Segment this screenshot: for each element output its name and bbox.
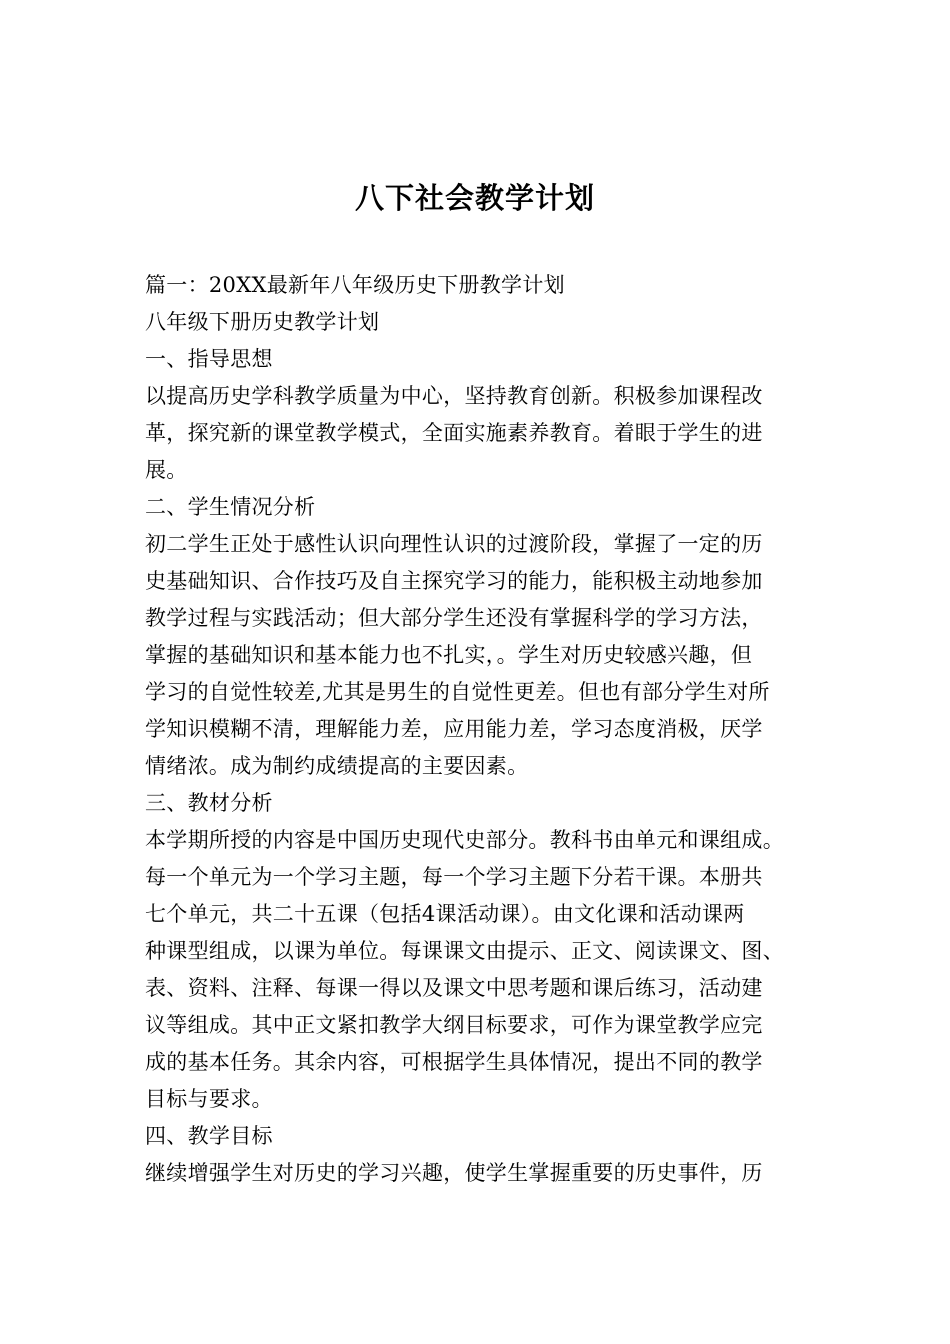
document-title: 八下社会教学计划 — [354, 181, 595, 215]
text-line: 每一个单元为一个学习主题，每一个学习主题下分若干课。本册共 — [145, 865, 763, 889]
text-line: 议等组成。其中正文紧扣教学大纲目标要求，可作为课堂教学应完 — [145, 1013, 763, 1037]
text-line: 本学期所授的内容是中国历史现代史部分。教科书由单元和课组成。 — [145, 828, 784, 852]
text-line: 展。 — [145, 458, 188, 482]
section-heading: 三、教材分析 — [145, 791, 273, 815]
text-line: 情绪浓。成为制约成绩提高的主要因素。 — [145, 754, 529, 778]
text-line: 篇一：20XX最新年八年级历史下册教学计划 — [145, 273, 565, 297]
text-line: 掌握的基础知识和基本能力也不扎实，。学生对历史较感兴趣，但 — [145, 643, 753, 667]
text-line: 初二学生正处于感性认识向理性认识的过渡阶段，掌握了一定的历 — [145, 532, 763, 556]
text-line: 教学过程与实践活动；但大部分学生还没有掌握科学的学习方法， — [145, 606, 763, 630]
section-heading: 二、学生情况分析 — [145, 495, 316, 519]
text-line: 革，探究新的课堂教学模式，全面实施素养教育。着眼于学生的进 — [145, 421, 763, 445]
text-line: 继续增强学生对历史的学习兴趣，使学生掌握重要的历史事件，历 — [145, 1161, 763, 1185]
section-heading: 一、指导思想 — [145, 347, 273, 371]
text-line: 成的基本任务。其余内容，可根据学生具体情况，提出不同的教学 — [145, 1050, 763, 1074]
text-line: 种课型组成，以课为单位。每课课文由提示、正文、阅读课文、图、 — [145, 939, 784, 963]
text-line: 目标与要求。 — [145, 1087, 273, 1111]
section-heading: 四、教学目标 — [145, 1124, 273, 1148]
text-line: 七个单元，共二十五课（包括4课活动课）。由文化课和活动课两 — [145, 902, 745, 926]
text-line: 八年级下册历史教学计划 — [145, 310, 380, 334]
document-body — [145, 267, 835, 1192]
text-line: 学知识模糊不清，理解能力差，应用能力差，学习态度消极，厌学 — [145, 717, 763, 741]
text-line: 以提高历史学科教学质量为中心，坚持教育创新。积极参加课程改 — [145, 384, 763, 408]
text-line: 史基础知识、合作技巧及自主探究学习的能力，能积极主动地参加 — [145, 569, 763, 593]
text-line: 学习的自觉性较差,尤其是男生的自觉性更差。但也有部分学生对所 — [145, 680, 770, 704]
text-line: 表、资料、注释、每课一得以及课文中思考题和课后练习，活动建 — [145, 976, 763, 1000]
